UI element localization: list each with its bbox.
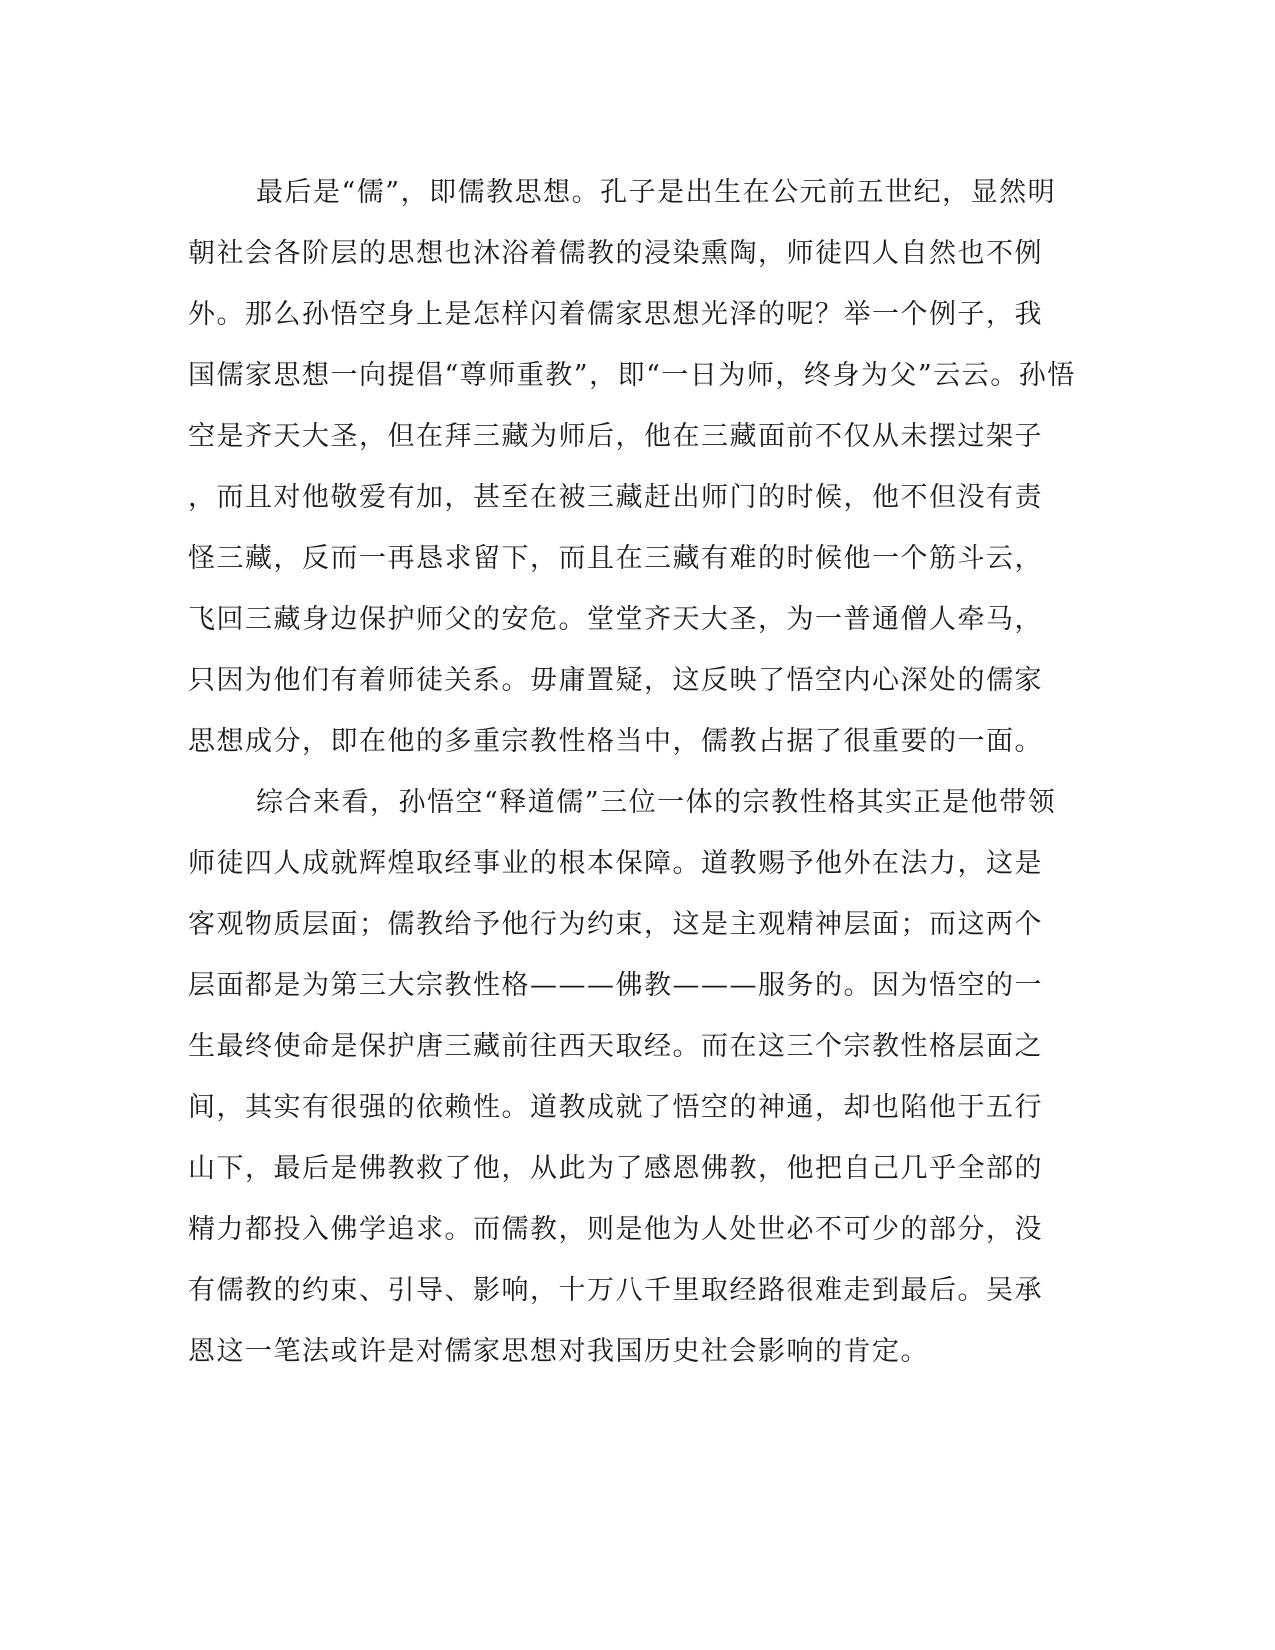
text-line: 生最终使命是保护唐三藏前往西天取经。而在这三个宗教性格层面之	[188, 1031, 1043, 1062]
text-line: 客观物质层面；儒教给予他行为约束，这是主观精神层面；而这两个	[188, 909, 1043, 940]
text-line: 山下，最后是佛教救了他，从此为了感恩佛教，他把自己几乎全部的	[188, 1153, 1043, 1184]
text-line: 综合来看，孙悟空“释道儒”三位一体的宗教性格其实正是他带领	[256, 787, 1057, 818]
text-line: 师徒四人成就辉煌取经事业的根本保障。道教赐予他外在法力，这是	[188, 848, 1043, 879]
text-line: 层面都是为第三大宗教性格———佛教———服务的。因为悟空的一	[188, 970, 1043, 1001]
text-line: 有儒教的约束、引导、影响，十万八千里取经路很难走到最后。吴承	[188, 1275, 1043, 1306]
text-line: 最后是“儒”，即儒教思想。孔子是出生在公元前五世纪，显然明	[256, 177, 1057, 208]
text-line: 朝社会各阶层的思想也沐浴着儒教的浸染熏陶，师徒四人自然也不例	[188, 238, 1043, 269]
text-line: 国儒家思想一向提倡“尊师重教”，即“一日为师，终身为父”云云。孙悟	[188, 360, 1076, 391]
text-line: ，而且对他敬爱有加，甚至在被三藏赶出师门的时候，他不但没有责	[188, 482, 1043, 513]
text-line: 间，其实有很强的依赖性。道教成就了悟空的神通，却也陷他于五行	[188, 1092, 1043, 1123]
document-body	[188, 162, 1088, 1382]
text-line: 恩这一笔法或许是对儒家思想对我国历史社会影响的肯定。	[188, 1336, 929, 1367]
text-line: 只因为他们有着师徒关系。毋庸置疑，这反映了悟空内心深处的儒家	[188, 665, 1043, 696]
text-line: 空是齐天大圣，但在拜三藏为师后，他在三藏面前不仅从未摆过架子	[188, 421, 1043, 452]
text-line: 思想成分，即在他的多重宗教性格当中，儒教占据了很重要的一面。	[188, 726, 1043, 757]
paragraph-summary	[188, 772, 1088, 1382]
paragraph-confucianism	[188, 162, 1088, 772]
text-line: 飞回三藏身边保护师父的安危。堂堂齐天大圣，为一普通僧人牵马，	[188, 604, 1043, 635]
text-line: 怪三藏，反而一再恳求留下，而且在三藏有难的时候他一个筋斗云，	[188, 543, 1043, 574]
text-line: 精力都投入佛学追求。而儒教，则是他为人处世必不可少的部分，没	[188, 1214, 1043, 1245]
text-line: 外。那么孙悟空身上是怎样闪着儒家思想光泽的呢？举一个例子，我	[188, 299, 1043, 330]
